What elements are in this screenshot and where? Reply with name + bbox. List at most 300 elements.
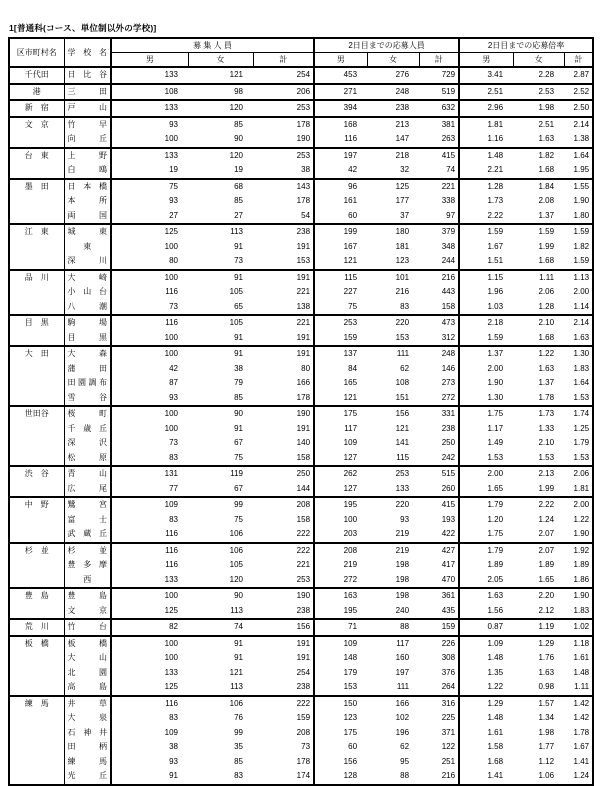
- value-cell: 1.79: [459, 497, 513, 513]
- value-cell: 1.65: [487, 483, 504, 493]
- table-header: [9, 38, 593, 67]
- value-cell: 1.20: [487, 514, 504, 524]
- table-row: [9, 543, 593, 559]
- value-cell: 74: [188, 619, 253, 636]
- table-row: [9, 315, 593, 331]
- value-cell: 361: [419, 588, 459, 604]
- value-cell: 191: [253, 331, 314, 347]
- value-cell: 271: [314, 84, 367, 101]
- table-row: [9, 362, 593, 377]
- value-cell: 1.63: [459, 588, 513, 604]
- value-cell: 1.41: [573, 756, 590, 766]
- value-cell: 221: [253, 315, 314, 331]
- value-cell: 238: [253, 680, 314, 696]
- value-cell: 88: [367, 619, 419, 636]
- value-cell: 3.41: [459, 67, 513, 84]
- value-cell: 2.52: [564, 84, 593, 101]
- value-cell: 156: [253, 619, 314, 636]
- value-cell: 2.06: [538, 287, 555, 297]
- value-cell: 174: [253, 769, 314, 785]
- value-cell: 1.59: [564, 224, 593, 240]
- value-cell: 221: [253, 285, 314, 300]
- value-cell: 331: [419, 406, 459, 422]
- value-cell: 117: [344, 423, 358, 433]
- value-cell: 153: [395, 332, 410, 342]
- table-row: [9, 194, 593, 209]
- school-cell: 石 神 井: [64, 726, 111, 741]
- value-cell: 67: [234, 438, 243, 448]
- value-cell: 65: [234, 301, 243, 311]
- value-cell: 60: [348, 742, 358, 752]
- value-cell: 381: [419, 117, 459, 133]
- value-cell: 190: [253, 588, 314, 604]
- value-cell: 158: [253, 451, 314, 467]
- value-cell: 180: [367, 224, 419, 240]
- value-cell: 82: [111, 619, 188, 636]
- school-cell: 白 鴎: [64, 163, 111, 179]
- value-cell: 1.75: [487, 529, 504, 539]
- value-cell: 83: [169, 713, 178, 723]
- table-row: [9, 100, 593, 117]
- value-cell: 133: [164, 667, 178, 677]
- value-cell: 115: [396, 452, 410, 462]
- table-row: [9, 740, 593, 755]
- table-row: [9, 163, 593, 179]
- district-cell: 千代田: [9, 67, 64, 84]
- value-cell: 178: [253, 194, 314, 209]
- value-cell: 248: [367, 84, 419, 101]
- school-cell: 文 京: [64, 604, 111, 620]
- header-total: 計: [419, 53, 459, 68]
- value-cell: 250: [253, 466, 314, 482]
- value-cell: 111: [396, 682, 410, 692]
- value-cell: 100: [164, 332, 178, 342]
- value-cell: 75: [348, 301, 358, 311]
- value-cell: 1.19: [513, 619, 564, 636]
- value-cell: 1.64: [573, 378, 590, 388]
- school-cell: 上 野: [64, 148, 111, 164]
- value-cell: 1.77: [538, 742, 555, 752]
- value-cell: 250: [419, 436, 459, 451]
- value-cell: 2.00: [459, 466, 513, 482]
- value-cell: 143: [253, 179, 314, 195]
- school-cell: 田 園 調 布: [64, 376, 111, 391]
- school-cell: 桜 町: [64, 406, 111, 422]
- value-cell: 27: [234, 210, 243, 220]
- value-cell: 312: [419, 331, 459, 347]
- value-cell: 159: [419, 619, 459, 636]
- value-cell: 116: [111, 543, 188, 559]
- value-cell: 216: [395, 287, 410, 297]
- school-cell: 富 士: [64, 513, 111, 528]
- value-cell: 93: [400, 514, 410, 524]
- school-cell: 青 山: [64, 466, 111, 482]
- school-cell: 豊 島: [64, 588, 111, 604]
- value-cell: 123: [395, 256, 410, 266]
- value-cell: 1.73: [487, 196, 504, 206]
- table-row: [9, 270, 593, 286]
- value-cell: 1.41: [487, 771, 504, 781]
- value-cell: 2.00: [487, 363, 504, 373]
- value-cell: 38: [234, 363, 243, 373]
- value-cell: 93: [169, 756, 178, 766]
- value-cell: 156: [367, 406, 419, 422]
- table-row: [9, 497, 593, 513]
- school-cell: 目 黒: [64, 331, 111, 347]
- school-cell: 練 馬: [64, 755, 111, 770]
- value-cell: 100: [164, 423, 178, 433]
- table-body: [9, 67, 593, 785]
- value-cell: 91: [234, 423, 243, 433]
- value-cell: 2.51: [513, 117, 564, 133]
- value-cell: 84: [348, 363, 358, 373]
- value-cell: 238: [367, 100, 419, 117]
- value-cell: 1.86: [573, 574, 590, 584]
- table-row: [9, 179, 593, 195]
- header-group-ratio-day2: 2日目までの応募倍率: [459, 38, 593, 53]
- value-cell: 191: [253, 346, 314, 362]
- value-cell: 1.68: [538, 256, 555, 266]
- value-cell: 219: [367, 543, 419, 559]
- school-cell: 大 泉: [64, 711, 111, 726]
- value-cell: 100: [111, 588, 188, 604]
- value-cell: 167: [343, 241, 358, 251]
- value-cell: 106: [229, 529, 243, 539]
- value-cell: 1.56: [487, 605, 504, 615]
- value-cell: 220: [367, 315, 419, 331]
- value-cell: 2.00: [573, 287, 590, 297]
- value-cell: 1.14: [573, 301, 590, 311]
- value-cell: 87: [169, 378, 178, 388]
- value-cell: 71: [314, 619, 367, 636]
- value-cell: 376: [419, 666, 459, 681]
- value-cell: 515: [419, 466, 459, 482]
- value-cell: 88: [400, 771, 410, 781]
- value-cell: 415: [419, 497, 459, 513]
- value-cell: 1.90: [573, 196, 590, 206]
- value-cell: 113: [230, 682, 243, 692]
- value-cell: 108: [111, 84, 188, 101]
- table-row: [9, 451, 593, 467]
- table-row: [9, 513, 593, 528]
- value-cell: 1.96: [487, 287, 504, 297]
- value-cell: 262: [314, 466, 367, 482]
- value-cell: 2.07: [513, 543, 564, 559]
- table-row: [9, 696, 593, 712]
- value-cell: 1.18: [564, 636, 593, 652]
- value-cell: 1.74: [564, 406, 593, 422]
- table-row: [9, 726, 593, 741]
- value-cell: 133: [395, 483, 410, 493]
- school-cell: 日 本 橋: [64, 179, 111, 195]
- value-cell: 208: [253, 497, 314, 513]
- value-cell: 190: [253, 132, 314, 148]
- value-cell: 435: [419, 604, 459, 620]
- table-row: [9, 254, 593, 270]
- value-cell: 2.12: [538, 605, 555, 615]
- value-cell: 273: [419, 376, 459, 391]
- value-cell: 125: [111, 224, 188, 240]
- value-cell: 1.15: [459, 270, 513, 286]
- value-cell: 100: [164, 134, 178, 144]
- value-cell: 1.82: [513, 148, 564, 164]
- value-cell: 1.90: [487, 378, 504, 388]
- value-cell: 1.78: [573, 727, 590, 737]
- value-cell: 175: [343, 727, 358, 737]
- value-cell: 119: [188, 466, 253, 482]
- value-cell: 1.99: [538, 241, 555, 251]
- value-cell: 253: [367, 466, 419, 482]
- value-cell: 1.02: [564, 619, 593, 636]
- value-cell: 1.24: [538, 514, 555, 524]
- value-cell: 32: [400, 165, 410, 175]
- school-cell: 千 歳 丘: [64, 422, 111, 437]
- value-cell: 316: [419, 696, 459, 712]
- value-cell: 166: [253, 376, 314, 391]
- school-cell: 北 園: [64, 666, 111, 681]
- table-row: [9, 240, 593, 255]
- value-cell: 1.12: [538, 756, 555, 766]
- value-cell: 85: [234, 196, 243, 206]
- value-cell: 251: [419, 755, 459, 770]
- value-cell: 121: [188, 67, 253, 84]
- value-cell: 75: [111, 179, 188, 195]
- district-cell: 中 野: [9, 497, 64, 543]
- value-cell: 35: [234, 742, 243, 752]
- value-cell: 1.73: [513, 406, 564, 422]
- value-cell: 121: [343, 256, 358, 266]
- value-cell: 141: [395, 438, 410, 448]
- value-cell: 1.28: [538, 301, 555, 311]
- value-cell: 101: [367, 270, 419, 286]
- value-cell: 100: [111, 270, 188, 286]
- table-row: [9, 527, 593, 543]
- value-cell: 109: [314, 636, 367, 652]
- value-cell: 308: [419, 651, 459, 666]
- district-cell: 渋 谷: [9, 466, 64, 497]
- value-cell: 2.06: [564, 466, 593, 482]
- value-cell: 178: [253, 391, 314, 407]
- value-cell: 91: [169, 771, 178, 781]
- value-cell: 91: [234, 653, 243, 663]
- value-cell: 203: [343, 529, 358, 539]
- header-group-applicants-day2: 2日目までの応募人員: [314, 38, 459, 53]
- value-cell: 1.57: [513, 696, 564, 712]
- value-cell: 121: [395, 423, 410, 433]
- value-cell: 199: [314, 224, 367, 240]
- table-row: [9, 680, 593, 696]
- school-cell: 豊 多 摩: [64, 558, 111, 573]
- value-cell: 91: [234, 332, 243, 342]
- value-cell: 470: [419, 573, 459, 589]
- value-cell: 197: [395, 667, 410, 677]
- school-cell: 大 崎: [64, 270, 111, 286]
- value-cell: 191: [253, 422, 314, 437]
- value-cell: 196: [395, 727, 410, 737]
- value-cell: 97: [419, 209, 459, 225]
- value-cell: 240: [395, 605, 410, 615]
- value-cell: 146: [419, 362, 459, 377]
- value-cell: 140: [253, 436, 314, 451]
- value-cell: 1.24: [573, 771, 590, 781]
- value-cell: 117: [367, 636, 419, 652]
- value-cell: 1.29: [513, 636, 564, 652]
- value-cell: 38: [253, 163, 314, 179]
- value-cell: 208: [253, 726, 314, 741]
- value-cell: 1.53: [487, 452, 504, 462]
- value-cell: 127: [343, 452, 358, 462]
- value-cell: 238: [419, 422, 459, 437]
- table-row: [9, 132, 593, 148]
- value-cell: 160: [395, 653, 410, 663]
- district-cell: 荒 川: [9, 619, 64, 636]
- value-cell: 2.22: [513, 497, 564, 513]
- value-cell: 42: [169, 363, 178, 373]
- school-cell: 大 森: [64, 346, 111, 362]
- header-female: 女: [513, 53, 564, 68]
- value-cell: 108: [395, 378, 410, 388]
- value-cell: 1.68: [487, 756, 504, 766]
- value-cell: 1.90: [573, 529, 590, 539]
- value-cell: 137: [314, 346, 367, 362]
- value-cell: 133: [111, 67, 188, 84]
- school-cell: 戸 山: [64, 100, 111, 117]
- value-cell: 19: [234, 165, 243, 175]
- school-cell: 板 橋: [64, 636, 111, 652]
- school-cell: 光 丘: [64, 769, 111, 785]
- value-cell: 221: [253, 558, 314, 573]
- value-cell: 42: [348, 165, 358, 175]
- value-cell: 80: [169, 256, 178, 266]
- value-cell: 1.48: [573, 667, 590, 677]
- school-cell: 小 山 台: [64, 285, 111, 300]
- value-cell: 1.63: [538, 363, 555, 373]
- table-row: [9, 666, 593, 681]
- header-total: 計: [564, 53, 593, 68]
- value-cell: 254: [253, 666, 314, 681]
- value-cell: 158: [253, 513, 314, 528]
- value-cell: 83: [234, 771, 243, 781]
- value-cell: 1.63: [538, 667, 555, 677]
- value-cell: 181: [395, 241, 410, 251]
- value-cell: 2.14: [564, 315, 593, 331]
- value-cell: 1.48: [487, 713, 504, 723]
- school-cell: 竹 台: [64, 619, 111, 636]
- value-cell: 116: [111, 696, 188, 712]
- value-cell: 218: [367, 148, 419, 164]
- value-cell: 122: [419, 740, 459, 755]
- value-cell: 68: [188, 179, 253, 195]
- value-cell: 221: [419, 179, 459, 195]
- value-cell: 100: [164, 241, 178, 251]
- value-cell: 120: [229, 574, 243, 584]
- district-cell: 世田谷: [9, 406, 64, 466]
- district-cell: 大 田: [9, 346, 64, 406]
- value-cell: 79: [234, 378, 243, 388]
- value-cell: 177: [395, 196, 410, 206]
- value-cell: 38: [169, 742, 178, 752]
- value-cell: 2.50: [564, 100, 593, 117]
- value-cell: 0.98: [538, 682, 555, 692]
- table-row: [9, 769, 593, 785]
- value-cell: 1.92: [564, 543, 593, 559]
- value-cell: 2.87: [564, 67, 593, 84]
- value-cell: 1.17: [487, 423, 504, 433]
- value-cell: 1.09: [459, 636, 513, 652]
- value-cell: 1.22: [573, 514, 590, 524]
- value-cell: 1.59: [513, 224, 564, 240]
- value-cell: 1.11: [513, 270, 564, 286]
- value-cell: 109: [343, 438, 358, 448]
- header-row-groups: [9, 38, 593, 53]
- value-cell: 1.38: [573, 134, 590, 144]
- value-cell: 219: [343, 560, 358, 570]
- value-cell: 2.00: [564, 497, 593, 513]
- value-cell: 244: [419, 254, 459, 270]
- value-cell: 276: [367, 67, 419, 84]
- value-cell: 2.07: [538, 529, 555, 539]
- value-cell: 1.79: [573, 438, 590, 448]
- table-row: [9, 67, 593, 84]
- value-cell: 73: [234, 256, 243, 266]
- value-cell: 1.53: [573, 452, 590, 462]
- school-cell: 松 原: [64, 451, 111, 467]
- value-cell: 109: [111, 497, 188, 513]
- value-cell: 1.55: [564, 179, 593, 195]
- value-cell: 222: [253, 527, 314, 543]
- value-cell: 1.95: [573, 165, 590, 175]
- value-cell: 1.37: [538, 378, 555, 388]
- value-cell: 151: [395, 392, 410, 402]
- value-cell: 2.10: [513, 315, 564, 331]
- value-cell: 93: [169, 392, 178, 402]
- value-cell: 729: [419, 67, 459, 84]
- value-cell: 105: [188, 315, 253, 331]
- value-cell: 2.53: [513, 84, 564, 101]
- value-cell: 1.13: [564, 270, 593, 286]
- value-cell: 1.79: [459, 543, 513, 559]
- value-cell: 222: [253, 543, 314, 559]
- value-cell: 1.68: [538, 165, 555, 175]
- header-male: 男: [111, 53, 188, 68]
- value-cell: 175: [314, 406, 367, 422]
- value-cell: 115: [314, 270, 367, 286]
- school-cell: 大 山: [64, 651, 111, 666]
- value-cell: 73: [253, 740, 314, 755]
- school-cell: 本 所: [64, 194, 111, 209]
- value-cell: 144: [253, 482, 314, 498]
- value-cell: 37: [400, 210, 410, 220]
- table-row: [9, 391, 593, 407]
- table-row: [9, 636, 593, 652]
- value-cell: 153: [343, 682, 358, 692]
- table-row: [9, 285, 593, 300]
- value-cell: 62: [400, 742, 410, 752]
- value-cell: 263: [419, 132, 459, 148]
- value-cell: 91: [188, 636, 253, 652]
- value-cell: 1.81: [459, 117, 513, 133]
- table-row: [9, 711, 593, 726]
- table-row: [9, 651, 593, 666]
- value-cell: 121: [343, 392, 358, 402]
- value-cell: 253: [253, 100, 314, 117]
- value-cell: 133: [111, 100, 188, 117]
- value-cell: 1.48: [487, 653, 504, 663]
- value-cell: 99: [188, 497, 253, 513]
- value-cell: 415: [419, 148, 459, 164]
- school-cell: 駒 場: [64, 315, 111, 331]
- value-cell: 191: [253, 636, 314, 652]
